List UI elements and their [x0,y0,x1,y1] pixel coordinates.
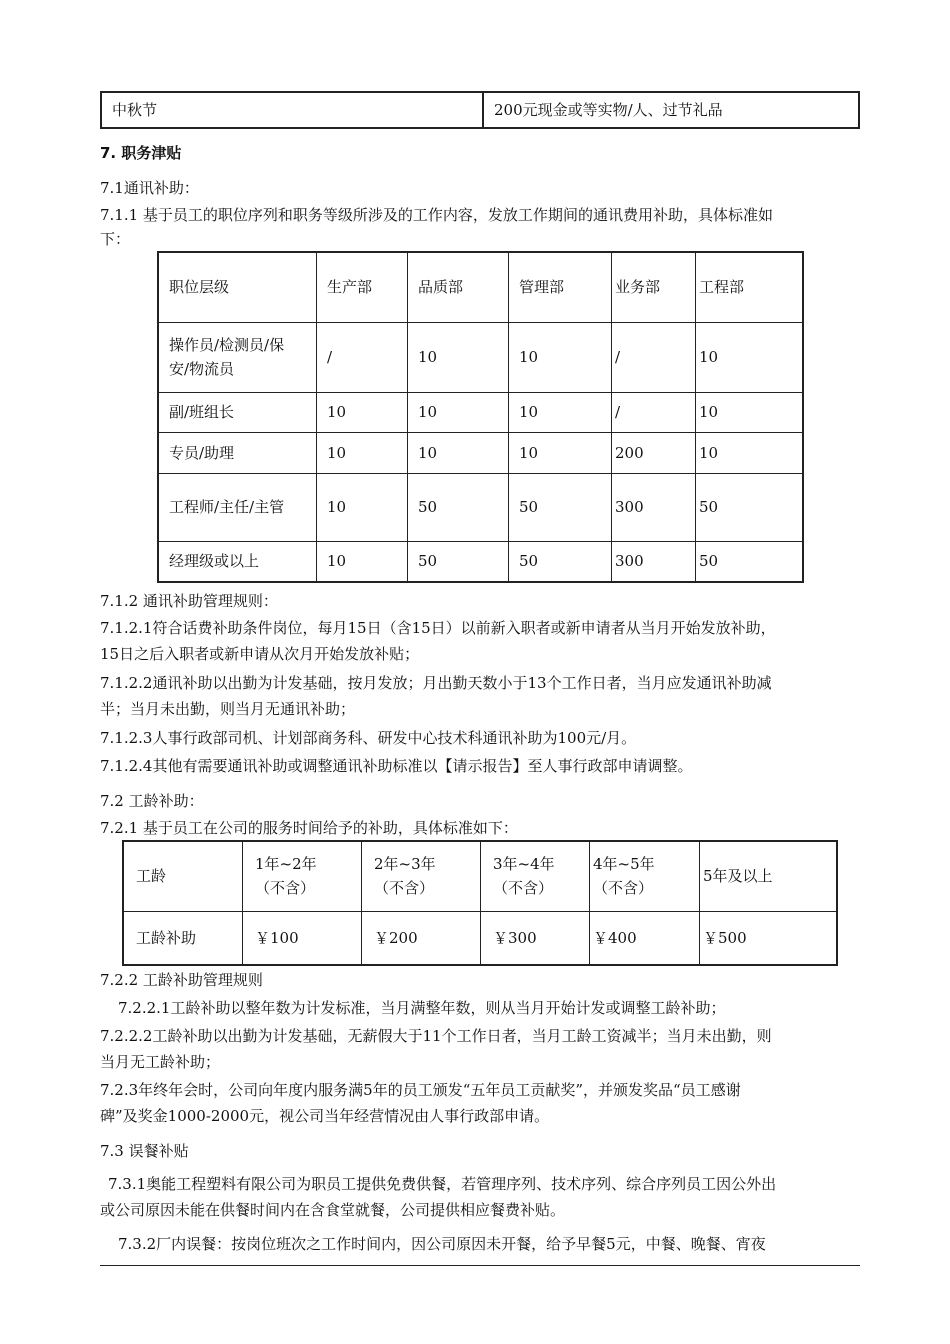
communication-subsidy-table [157,251,804,583]
row-label: 经理级或以上 [158,541,317,582]
paragraph: 7.2.2.1工龄补助以整年数为计发标准，当月满整年数，则从当月开始计发或调整工龄补助； [118,999,726,1017]
paragraph: 7.3.1奥能工程塑料有限公司为职员工提供免费供餐，若管理序列、技术序列、综合序列员工因公外出 [108,1175,777,1193]
table-cell: 10 [696,432,804,473]
column-header: 4年~5年 （不含） [590,841,700,911]
table-cell: 10 [509,322,612,392]
table-cell: 10 [408,322,509,392]
column-header: 品质部 [408,252,509,322]
table-cell: 50 [408,473,509,541]
table-cell: 300 [612,473,696,541]
paragraph: 半；当月未出勤，则当月无通讯补助； [100,700,356,718]
table-row [158,392,803,432]
paragraph: 15日之后入职者或新申请从次月开始发放补贴； [100,645,420,663]
table-cell: 50 [696,541,804,582]
paragraph: 7.1.2.4其他有需要通讯补助或调整通讯补助标准以【请示报告】至人事行政部申请调整。 [100,757,693,775]
paragraph: 7.1.1 基于员工的职位序列和职务等级所涉及的工作内容，发放工作期间的通讯费用补助，具体标准如 [100,206,773,224]
column-header: 工程部 [696,252,804,322]
paragraph: 当月无工龄补助； [100,1053,221,1071]
table-cell: 50 [509,473,612,541]
table-row [101,92,859,128]
paragraph: 7.2.3年终年会时，公司向年度内服务满5年的员工颁发“五年员工贡献奖”，并颁发奖品“员工感谢 [100,1081,741,1099]
seniority-subsidy-table [122,840,838,966]
paragraph: 下： [100,230,131,248]
paragraph: 或公司原因未能在供餐时间内在含食堂就餐，公司提供相应餐费补贴。 [100,1201,566,1219]
table-cell: 10 [317,473,408,541]
table-cell: 200 [612,432,696,473]
table-cell: / [612,322,696,392]
festival-cell: 中秋节 [101,92,483,128]
table-cell: ￥500 [700,911,838,965]
table-row [158,432,803,473]
benefit-cell: 200元现金或等实物/人、过节礼品 [483,92,859,128]
column-header: 2年~3年 （不含） [362,841,481,911]
paragraph: 碑”及奖金1000-2000元，视公司当年经营情况由人事行政部申请。 [100,1107,550,1125]
paragraph: 7.1.2.3人事行政部司机、计划部商务科、研发中心技术科通讯补助为100元/月。 [100,729,637,747]
table-header-row [158,252,803,322]
paragraph: 7.2 工龄补助： [100,792,204,810]
table-row [123,911,837,965]
row-label: 副/班组长 [158,392,317,432]
table-cell: 10 [317,392,408,432]
paragraph: 7.1通讯补助： [100,179,199,197]
column-header: 生产部 [317,252,408,322]
paragraph: 7.2.2 工龄补助管理规则 [100,971,263,989]
table-cell: 10 [317,541,408,582]
paragraph: 7.1.2.2通讯补助以出勤为计发基础，按月发放；月出勤天数小于13个工作日者，当月应发通讯补助减 [100,674,772,692]
paragraph: 7.2.1 基于员工在公司的服务时间给予的补助，具体标准如下： [100,819,518,837]
table-cell: 50 [509,541,612,582]
section-heading: 7. 职务津贴 [100,144,182,162]
paragraph: 7.2.2.2工龄补助以出勤为计发基础，无薪假大于11个工作日者，当月工龄工资减半；当月未出勤，则 [100,1027,772,1045]
paragraph: 7.3.2厂内误餐：按岗位班次之工作时间内，因公司原因未开餐，给予早餐5元，中餐、晚餐、宵夜 [118,1235,766,1253]
table-cell: 10 [317,432,408,473]
column-header: 管理部 [509,252,612,322]
table-cell: 300 [612,541,696,582]
paragraph: 7.1.2 通讯补助管理规则： [100,592,278,610]
table-cell: ￥200 [362,911,481,965]
table-cell: 10 [408,392,509,432]
table-cell: ￥100 [243,911,362,965]
paragraph: 7.3 误餐补贴 [100,1142,189,1160]
row-label: 操作员/检测员/保安/物流员 [158,322,317,392]
column-header: 工龄 [123,841,243,911]
table-cell: 50 [408,541,509,582]
table-header-row [123,841,837,911]
column-header: 3年~4年 （不含） [481,841,590,911]
table-cell: 10 [696,322,804,392]
table-cell: 10 [696,392,804,432]
column-header: 1年~2年 （不含） [243,841,362,911]
table-row [158,322,803,392]
table-cell: / [317,322,408,392]
table-cell: ￥300 [481,911,590,965]
table-cell: 50 [696,473,804,541]
row-label: 工程师/主任/主管 [158,473,317,541]
table-row [158,473,803,541]
column-header: 5年及以上 [700,841,838,911]
column-header: 业务部 [612,252,696,322]
paragraph: 7.1.2.1符合话费补助条件岗位，每月15日（含15日）以前新入职者或新申请者从当月开始发放补助， [100,619,776,637]
table-cell: 10 [408,432,509,473]
footer-divider [100,1265,860,1266]
row-label: 专员/助理 [158,432,317,473]
table-cell: 10 [509,392,612,432]
table-cell: / [612,392,696,432]
column-header: 职位层级 [158,252,317,322]
table-cell: ￥400 [590,911,700,965]
holiday-benefit-table [100,91,860,129]
table-cell: 10 [509,432,612,473]
table-row [158,541,803,582]
row-label: 工龄补助 [123,911,243,965]
